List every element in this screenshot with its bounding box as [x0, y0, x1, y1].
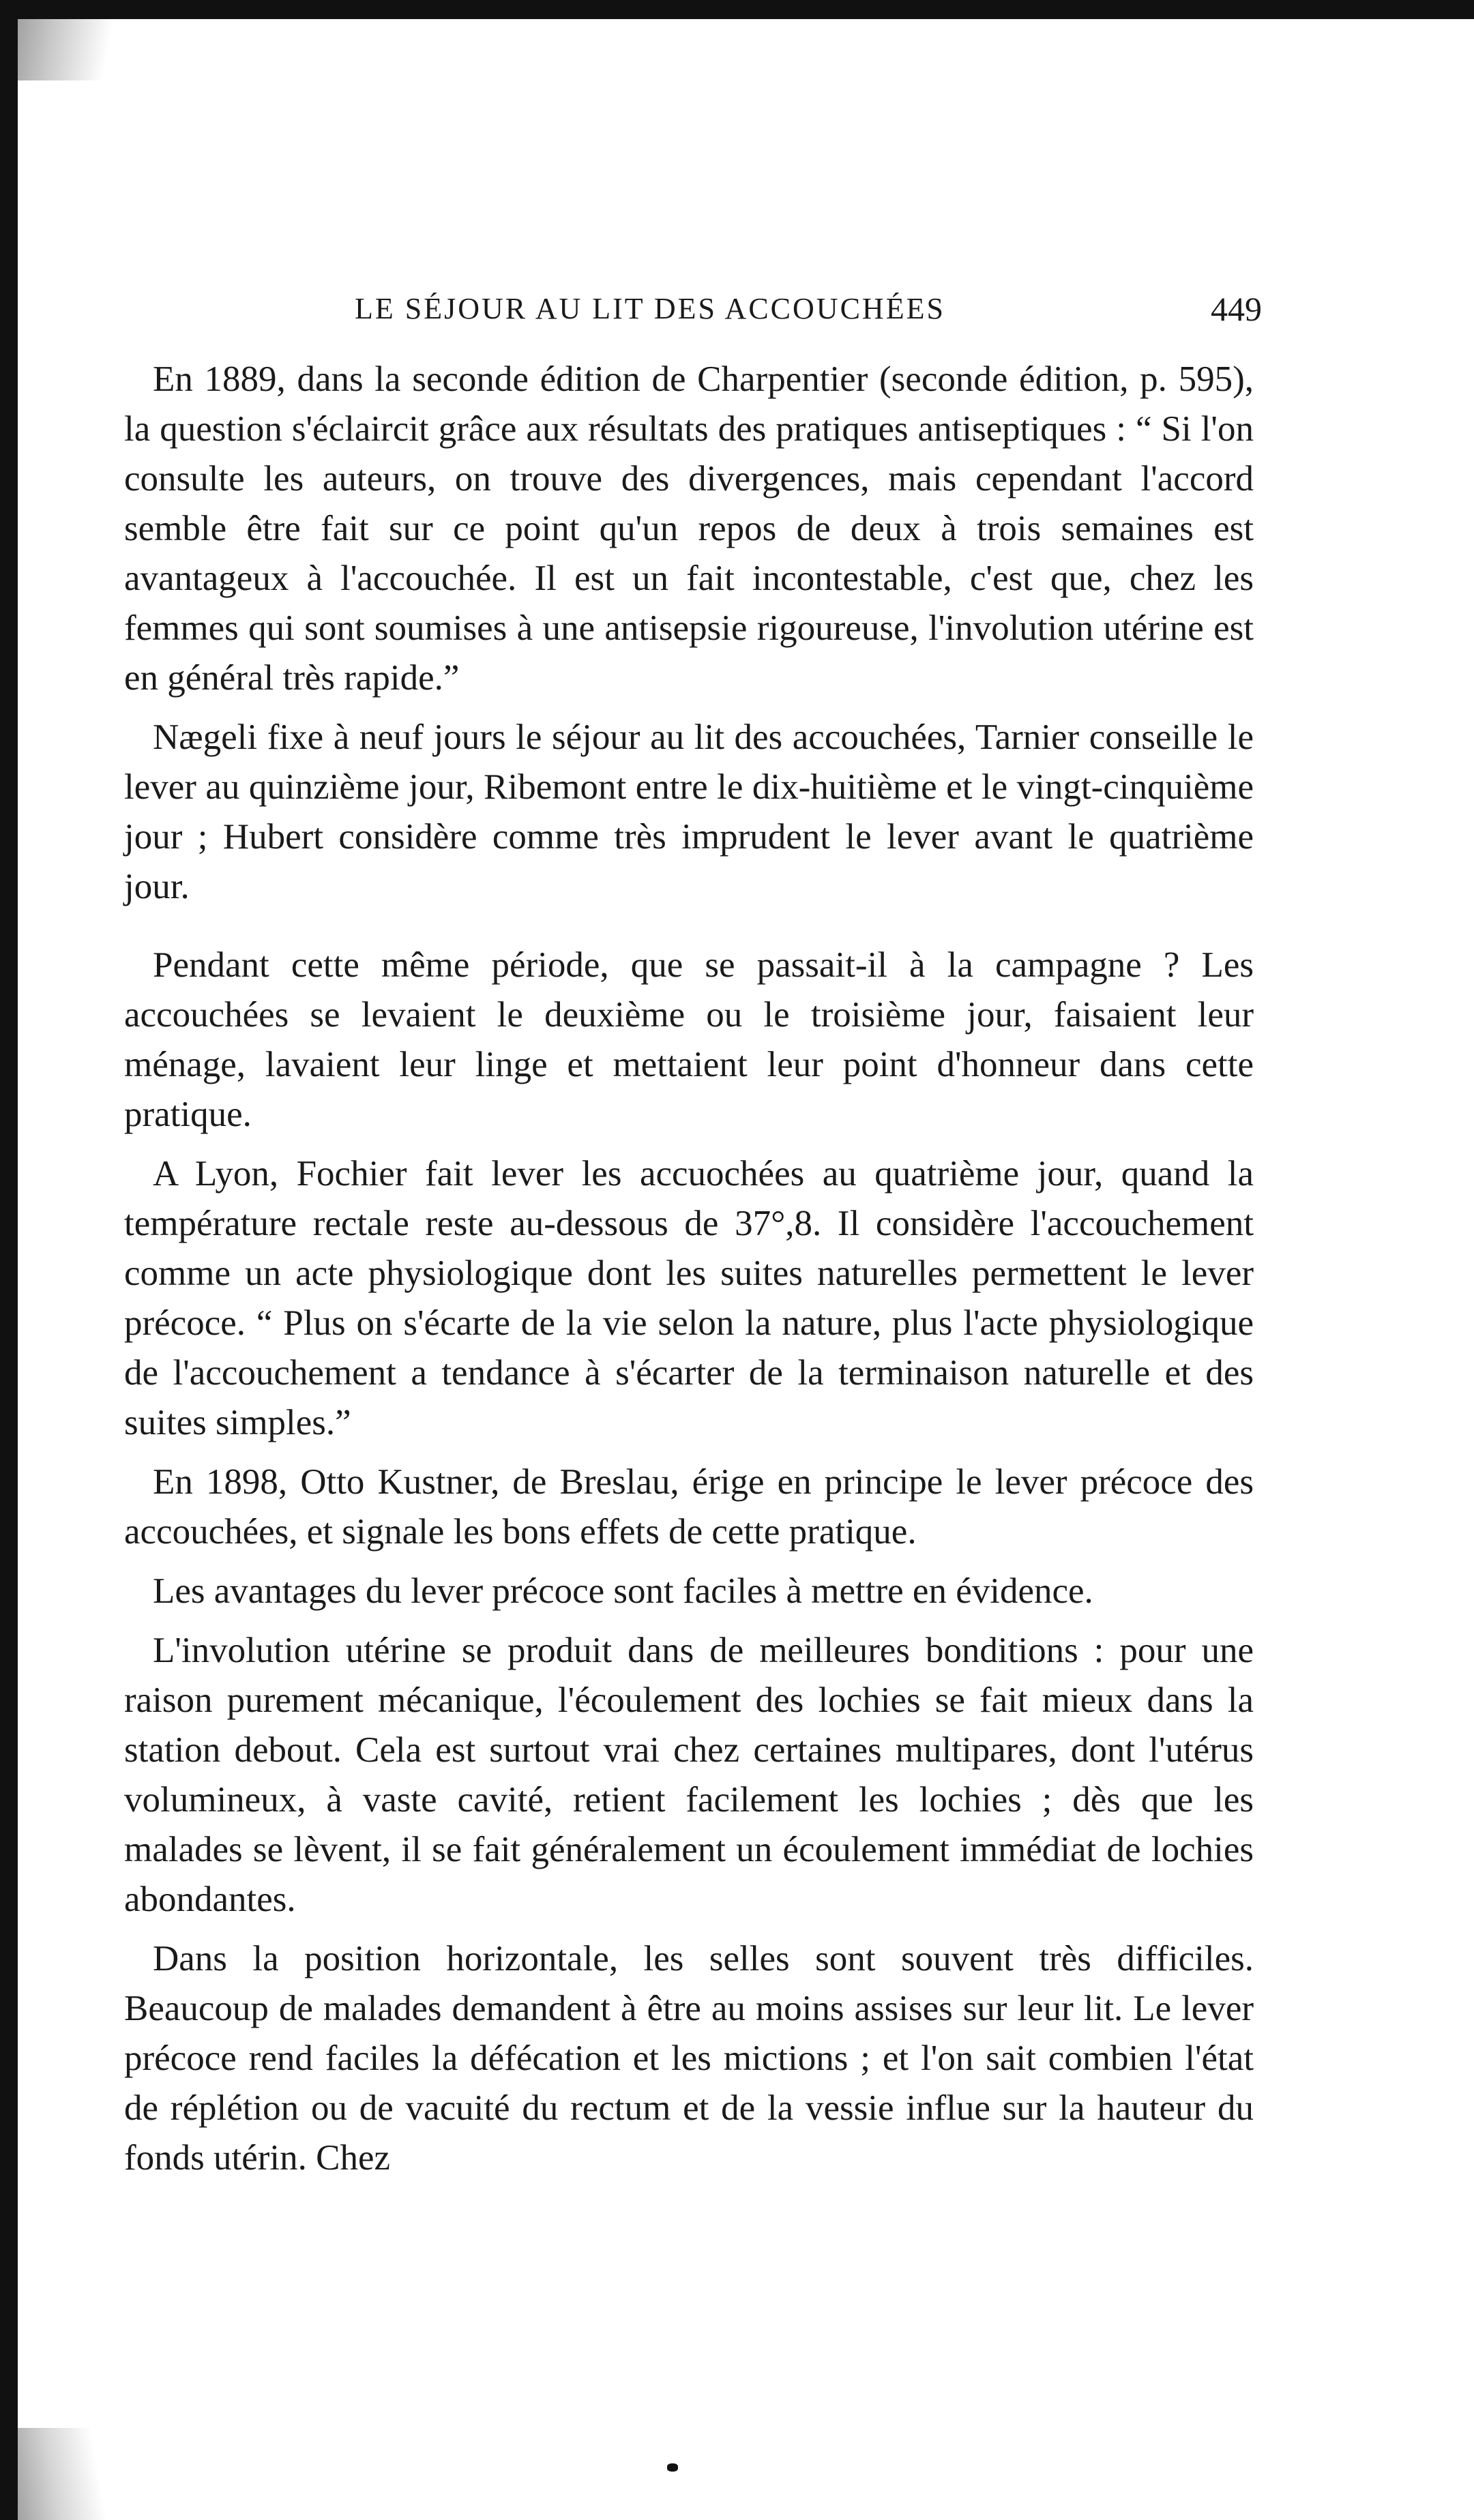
- paragraph: Pendant cette même période, que se passait-il à la campagne ? Les accouchées se levaient le deuxième ou le troisième jour, faisaient leur ménage, lavaient leur linge et mettaient leur point d'honneur dans cette pratique.: [124, 945, 1254, 1134]
- paragraph: A Lyon, Fochier fait lever les accuochées au quatrième jour, quand la température rectale reste au-dessous de 37°,8. Il considère l'accouchement comme un acte physiologique dont les suites naturelles permettent le lever précoce. “ Plus on s'écarte de la vie selon la nature, plus l'acte physiologique de l'accouchement a tendance à s'écarter de la terminaison naturelle et des suites simples.”: [124, 1154, 1254, 1442]
- page-body: [124, 355, 1254, 2183]
- paragraph: En 1898, Otto Kustner, de Breslau, érige en principe le lever précoce des accouchées, et signale les bons effets de cette pratique.: [124, 1462, 1254, 1552]
- paragraph: L'involution utérine se produit dans de meilleures bonditions : pour une raison purement mécanique, l'écoulement des lochies se fait mieux dans la station debout. Cela est surtout vrai chez certaines multipares, dont l'utérus volumineux, à vaste cavité, retient facilement les lochies ; dès que les malades se lèvent, il se fait généralement un écoulement immédiat de lochies abondantes.: [124, 1631, 1254, 1919]
- page-number: 449: [1211, 290, 1262, 328]
- scan-border-top: [0, 0, 1474, 19]
- ink-dot: [667, 2463, 678, 2472]
- paragraph: En 1889, dans la seconde édition de Charpentier (seconde édition, p. 595), la question s'éclaircit grâce aux résultats des pratiques antiseptiques : “ Si l'on consulte les auteurs, on trouve des divergences, mais cependant l'accord semble être fait sur ce point qu'un repos de deux à trois semaines est avantageux à l'accouchée. Il est un fait incontestable, c'est que, chez les femmes qui sont soumises à une antisepsie rigoureuse, l'involution utérine est en général très rapide.”: [124, 359, 1254, 698]
- page-header: [355, 285, 1262, 333]
- paragraph: Dans la position horizontale, les selles sont souvent très difficiles. Beaucoup de malades demandent à être au moins assises sur leur lit. Le lever précoce rend faciles la défécation et les mictions ; et l'on sait combien l'état de réplétion ou de vacuité du rectum et de la vessie influe sur la hauteur du fonds utérin. Chez: [124, 1939, 1254, 2178]
- paragraph: Les avantages du lever précoce sont faciles à mettre en évidence.: [153, 1571, 1093, 1611]
- scan-edge-mark: [18, 2428, 106, 2520]
- paragraph: Nægeli fixe à neuf jours le séjour au lit des accouchées, Tarnier conseille le lever au quinzième jour, Ribemont entre le dix-huitième et le vingt-cinquième jour ; Hubert considère comme très imprudent le lever avant le quatrième jour.: [124, 717, 1254, 906]
- scan-edge-mark: [18, 19, 127, 80]
- scan-border-left: [0, 0, 18, 2520]
- running-title: LE SÉJOUR AU LIT DES ACCOUCHÉES: [355, 292, 945, 325]
